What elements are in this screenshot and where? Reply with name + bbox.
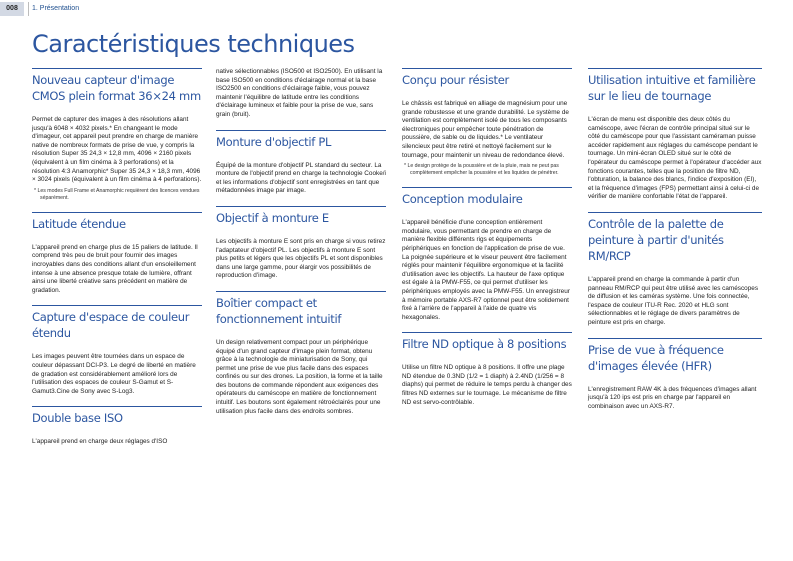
section-heading: Prise de vue à fréquence d'images élevée (HFR) (588, 338, 762, 378)
section-footnote: * Les modes Full Frame et Anamorphic requièrent des licences vendues séparément. (34, 187, 200, 201)
section-heading: Nouveau capteur d'image CMOS plein format 36×24 mm (32, 68, 202, 108)
section-paint-control (588, 212, 762, 328)
page-title: Caractéristiques techniques (32, 30, 355, 58)
section-body: L'appareil prend en charge la commande à partir d'un panneau RM/RCP qui peut être utilisé avec les caméscopes de diffusion et les caméras système. Une fois connectée, l'espace de couleur ITU-R Rec. 2020 et HLG sont sélectionnables et le réglage de divers paramètres de peinture est pris en charge. (588, 275, 759, 326)
section-body: Équipé de la monture d'objectif PL standard du secteur. La monture de l'objectif prend en charge la technologie Cooke/i et les informations d'objectif sont enregistrées en tant que métadonnées image par image. (216, 161, 386, 195)
column-3 (402, 68, 572, 417)
section-heading: Monture d'objectif PL (216, 130, 386, 154)
section-latitude (32, 212, 202, 296)
section-body: Les objectifs à monture E sont pris en charge si vous retirez l'adaptateur d'objectif PL. Les objectifs à monture E sont plus petits et légers que les objectifs PL et sont disponibles dans une large gamme, pour élargir vos possibilités de reproduction d'image. (216, 237, 386, 280)
section-body: Utilise un filtre ND optique à 8 positions. Il offre une plage ND étendue de 0.3ND (1/2 = 1 diaph) à 2.4ND (1/256 = 8 diaphs) qui permet de réduire le temps perdu à changer des filtres ND externes sur le tournage. Le mécanisme de filtre ND est servo-contrôlable. (402, 364, 572, 406)
section-heading: Double base ISO (32, 406, 202, 430)
section-intuitive-use (588, 68, 762, 202)
section-body: L'enregistrement RAW 4K à des fréquences d'images allant jusqu'à 120 ips est pris en charge par l'appareil en combinaison avec un AXS-R7. (588, 385, 757, 410)
page-number: 008 (0, 2, 24, 16)
section-heading: Conception modulaire (402, 187, 572, 211)
section-e-mount (216, 206, 386, 281)
section-heading: Filtre ND optique à 8 positions (402, 332, 572, 356)
continued-text (216, 68, 386, 120)
section-body: Un design relativement compact pour un périphérique équipé d'un grand capteur d'image plein format, obtenu grâce à la technologie de miniaturisation de Sony, qui permet une prise de vue plus facile dans des espaces confinés ou sur des drones. La position, la forme et la taille des boutons de commande répondent aux exigences des opérateurs du caméscope en matière de fonctionnement intuitif. Les boutons sont également rétroéclairés pour une utilisation plus facile dans des endroits sombres. (216, 338, 383, 415)
section-cmos-sensor (32, 68, 202, 202)
column-4 (588, 68, 762, 421)
section-nd-filter (402, 332, 572, 407)
header-divider (28, 2, 29, 16)
column-2 (216, 68, 386, 426)
section-hfr (588, 338, 762, 412)
section-body: Permet de capturer des images à des résolutions allant jusqu'à 6048 × 4032 pixels.* En changeant le mode d'imageur, cet appareil peut prendre en charge de manière native de nombreux formats de prise de vue, y compris la résolution Super 35 24,3 × 12,8 mm, 4096 × 2160 pixels (équivalent à un film cinéma à 3 perforations) et la résolution 4:3 Anamorphic* Super 35 24,3 × 18,3 mm, 4096 × 3024 pixels (équivalent à un film cinéma à 4 perforations). (32, 116, 202, 184)
section-body: L'appareil prend en charge deux réglages d'ISO (32, 438, 168, 446)
section-body: L'appareil prend en charge plus de 15 paliers de latitude. Il comprend très peu de bruit pour fournir des images incroyables dans des conditions allant d'un ensoleillement intense à une absence presque totale de lumière, offrant ainsi une liberté créative sans précédent en matière de gradation. (32, 243, 198, 294)
page-header (0, 0, 793, 22)
section-heading: Contrôle de la palette de peinture à partir d'unités RM/RCP (588, 212, 762, 268)
section-body: native sélectionnables (ISO500 et ISO2500). En utilisant la base ISO500 en conditions d'éclairage normal et la base ISO2500 en conditions d'éclairage faible, vous pouvez maintenir l'équilibre de latitude entre les conditions d'éclairage lumineux et faible pour la prise de vue, sans grain (bruit). (216, 68, 383, 118)
section-heading: Boîtier compact et fonctionnement intuitif (216, 291, 386, 331)
section-pl-mount (216, 130, 386, 196)
section-heading: Capture d'espace de couleur étendu (32, 305, 202, 345)
section-heading: Utilisation intuitive et familière sur le lieu de tournage (588, 68, 762, 108)
section-body: Le châssis est fabriqué en alliage de magnésium pour une grande robustesse et une grande durabilité. Le système de ventilation est complètement isolé de tous les composants électroniques pour empêcher toute pénétration de poussière, de sable ou de liquides.* Le ventilateur silencieux peut être retiré et nettoyé facilement sur le tournage, pour maintenir un niveau de redondance élevé. (402, 100, 569, 159)
section-label: 1. Présentation (32, 5, 80, 12)
section-body: L'écran de menu est disponible des deux côtés du caméscope, avec l'écran de contrôle principal situé sur le côté du caméscope pour que l'assistant caméraman puisse accéder rapidement aux réglages du caméscope pendant le tournage. Un mini-écran OLED situé sur le côté de l'opérateur du caméscope permet à l'opérateur d'accéder aux fonctions courantes, telles que la position de filtre ND, l'obturation, la balance des blancs, l'indice d'exposition (EI), et la fréquence d'images (FPS) permettant ainsi à celui-ci de vérifier de manière confortable l'état de l'appareil. (588, 116, 762, 201)
section-body: Les images peuvent être tournées dans un espace de couleur dépassant DCI-P3. Le degré de liberté en matière de gradation est considérablement amélioré lors de l'utilisation des espaces de couleur S-Gamut et S-Gamut3.Cine de Sony avec S-Log3. (32, 353, 196, 395)
section-heading: Objectif à monture E (216, 206, 386, 230)
section-heading: Latitude étendue (32, 212, 202, 236)
section-color-space (32, 305, 202, 396)
section-rugged (402, 68, 572, 177)
section-dual-iso (32, 406, 202, 447)
column-1 (32, 68, 202, 457)
section-body: L'appareil bénéficie d'une conception entièrement modulaire, vous permettant de prendre en charge de manière flexible différents rigs et équipements périphériques en fonction de l'application de prise de vue. La poignée supérieure et le viseur peuvent être facilement réglés pour maintenir l'équilibre ergonomique et la facilité d'utilisation avec les objectifs. La hauteur de l'axe optique est égale à la PMW-F55, ce qui permet d'utiliser les périphériques employés avec la PMW-F55. Un enregistreur à mémoire portable AXS-R7 optionnel peut être solidement fixé à l'arrière de l'appareil à l'aide de quatre vis hexagonales. (402, 219, 570, 321)
section-modular (402, 187, 572, 322)
section-heading: Conçu pour résister (402, 68, 572, 92)
section-footnote: * Le design protège de la poussière et de la pluie, mais ne peut pas complètement empêcher la poussière et les liquides de pénétrer. (404, 163, 559, 177)
section-compact-body (216, 291, 386, 416)
